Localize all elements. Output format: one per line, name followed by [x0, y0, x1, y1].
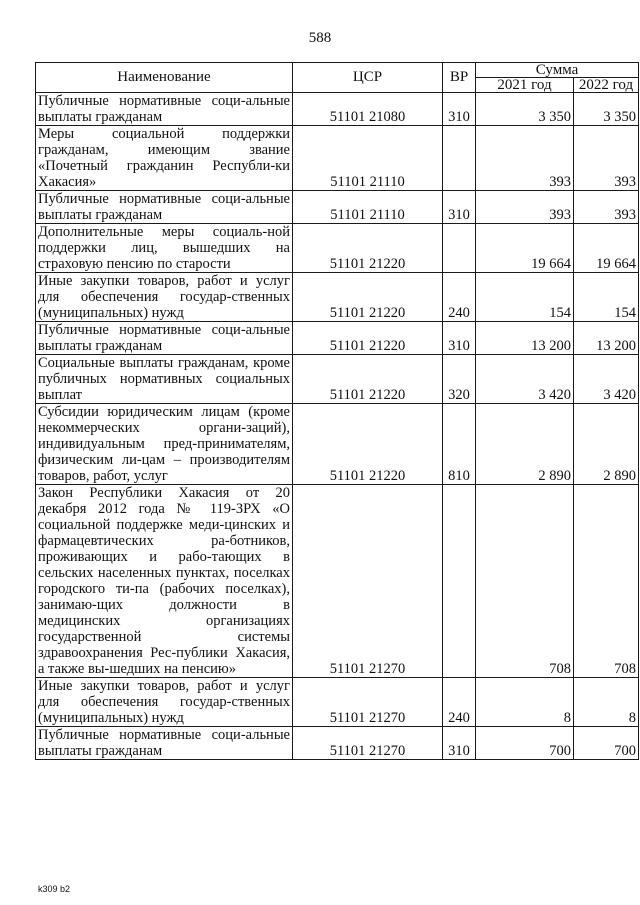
row-sum-2021: 13 200 — [476, 322, 574, 355]
row-name: Меры социальной поддержки гражданам, имеющим звание «Почетный гражданин Республи-ки Хакасия» — [36, 126, 293, 191]
header-sum: Сумма — [476, 63, 639, 78]
row-sum-2021: 3 350 — [476, 93, 574, 126]
row-vr — [443, 485, 476, 678]
table-row — [36, 191, 639, 224]
table-row — [36, 273, 639, 322]
row-name: Публичные нормативные соци-альные выплаты гражданам — [36, 93, 293, 126]
row-vr: 810 — [443, 404, 476, 485]
row-vr: 310 — [443, 322, 476, 355]
row-vr: 240 — [443, 273, 476, 322]
row-sum-2022: 13 200 — [574, 322, 639, 355]
row-sum-2021: 393 — [476, 191, 574, 224]
row-name: Субсидии юридическим лицам (кроме некоммерческих органи-заций), индивидуальным пред-принимателям, физическим ли-цам – производителям товаров, работ, услуг — [36, 404, 293, 485]
row-vr: 240 — [443, 678, 476, 727]
row-csr: 51101 21270 — [293, 485, 443, 678]
row-sum-2021: 2 890 — [476, 404, 574, 485]
table-row — [36, 93, 639, 126]
row-name: Закон Республики Хакасия от 20 декабря 2012 года № 119-ЗРХ «О социальной поддержке меди-цинских и фармацевтических ра-ботников, проживающих и рабо-тающих в сельских населенных пунктах, поселках городского ти-па (рабочих поселках), занимаю-щих должности в медицинских организациях государственной системы здравоохранения Рес-публики Хакасия, а также вы-шедших на пенсию» — [36, 485, 293, 678]
row-sum-2021: 19 664 — [476, 224, 574, 273]
row-sum-2022: 154 — [574, 273, 639, 322]
row-vr: 310 — [443, 93, 476, 126]
row-name: Иные закупки товаров, работ и услуг для обеспечения государ-ственных (муниципальных) нужд — [36, 273, 293, 322]
header-year-2021: 2021 год — [476, 78, 574, 93]
row-name: Дополнительные меры социаль-ной поддержки лиц, вышедших на страховую пенсию по старости — [36, 224, 293, 273]
row-sum-2021: 708 — [476, 485, 574, 678]
row-name: Иные закупки товаров, работ и услуг для обеспечения государ-ственных (муниципальных) нужд — [36, 678, 293, 727]
row-csr: 51101 21220 — [293, 273, 443, 322]
row-csr: 51101 21220 — [293, 355, 443, 404]
row-sum-2022: 700 — [574, 727, 639, 760]
row-csr: 51101 21080 — [293, 93, 443, 126]
table-row — [36, 355, 639, 404]
table-row — [36, 485, 639, 678]
header-name: Наименование — [36, 63, 293, 93]
row-sum-2022: 3 420 — [574, 355, 639, 404]
row-name: Социальные выплаты гражданам, кроме публичных нормативных социальных выплат — [36, 355, 293, 404]
table-row — [36, 678, 639, 727]
table-row — [36, 224, 639, 273]
row-csr: 51101 21220 — [293, 404, 443, 485]
row-sum-2022: 393 — [574, 126, 639, 191]
header-year-2022: 2022 год — [574, 78, 639, 93]
row-vr — [443, 224, 476, 273]
row-csr: 51101 21220 — [293, 224, 443, 273]
row-sum-2022: 2 890 — [574, 404, 639, 485]
row-vr — [443, 126, 476, 191]
row-vr: 320 — [443, 355, 476, 404]
row-sum-2022: 19 664 — [574, 224, 639, 273]
footer-code: k309 b2 — [38, 884, 71, 894]
row-sum-2022: 8 — [574, 678, 639, 727]
header-vr: ВР — [443, 63, 476, 93]
table-header — [36, 63, 639, 93]
row-name: Публичные нормативные соци-альные выплаты гражданам — [36, 322, 293, 355]
row-csr: 51101 21270 — [293, 678, 443, 727]
row-sum-2022: 393 — [574, 191, 639, 224]
table-row — [36, 727, 639, 760]
row-sum-2021: 8 — [476, 678, 574, 727]
row-csr: 51101 21220 — [293, 322, 443, 355]
row-sum-2021: 154 — [476, 273, 574, 322]
row-vr: 310 — [443, 191, 476, 224]
row-sum-2022: 708 — [574, 485, 639, 678]
table-body — [36, 93, 639, 760]
row-csr: 51101 21270 — [293, 727, 443, 760]
row-csr: 51101 21110 — [293, 126, 443, 191]
table-row — [36, 126, 639, 191]
row-sum-2022: 3 350 — [574, 93, 639, 126]
row-csr: 51101 21110 — [293, 191, 443, 224]
row-sum-2021: 700 — [476, 727, 574, 760]
row-sum-2021: 393 — [476, 126, 574, 191]
page-number: 588 — [308, 30, 332, 46]
row-vr: 310 — [443, 727, 476, 760]
row-name: Публичные нормативные соци-альные выплаты гражданам — [36, 191, 293, 224]
table-row — [36, 322, 639, 355]
budget-table — [35, 62, 639, 760]
table-row — [36, 404, 639, 485]
row-name: Публичные нормативные соци-альные выплаты гражданам — [36, 727, 293, 760]
header-csr: ЦСР — [293, 63, 443, 93]
row-sum-2021: 3 420 — [476, 355, 574, 404]
